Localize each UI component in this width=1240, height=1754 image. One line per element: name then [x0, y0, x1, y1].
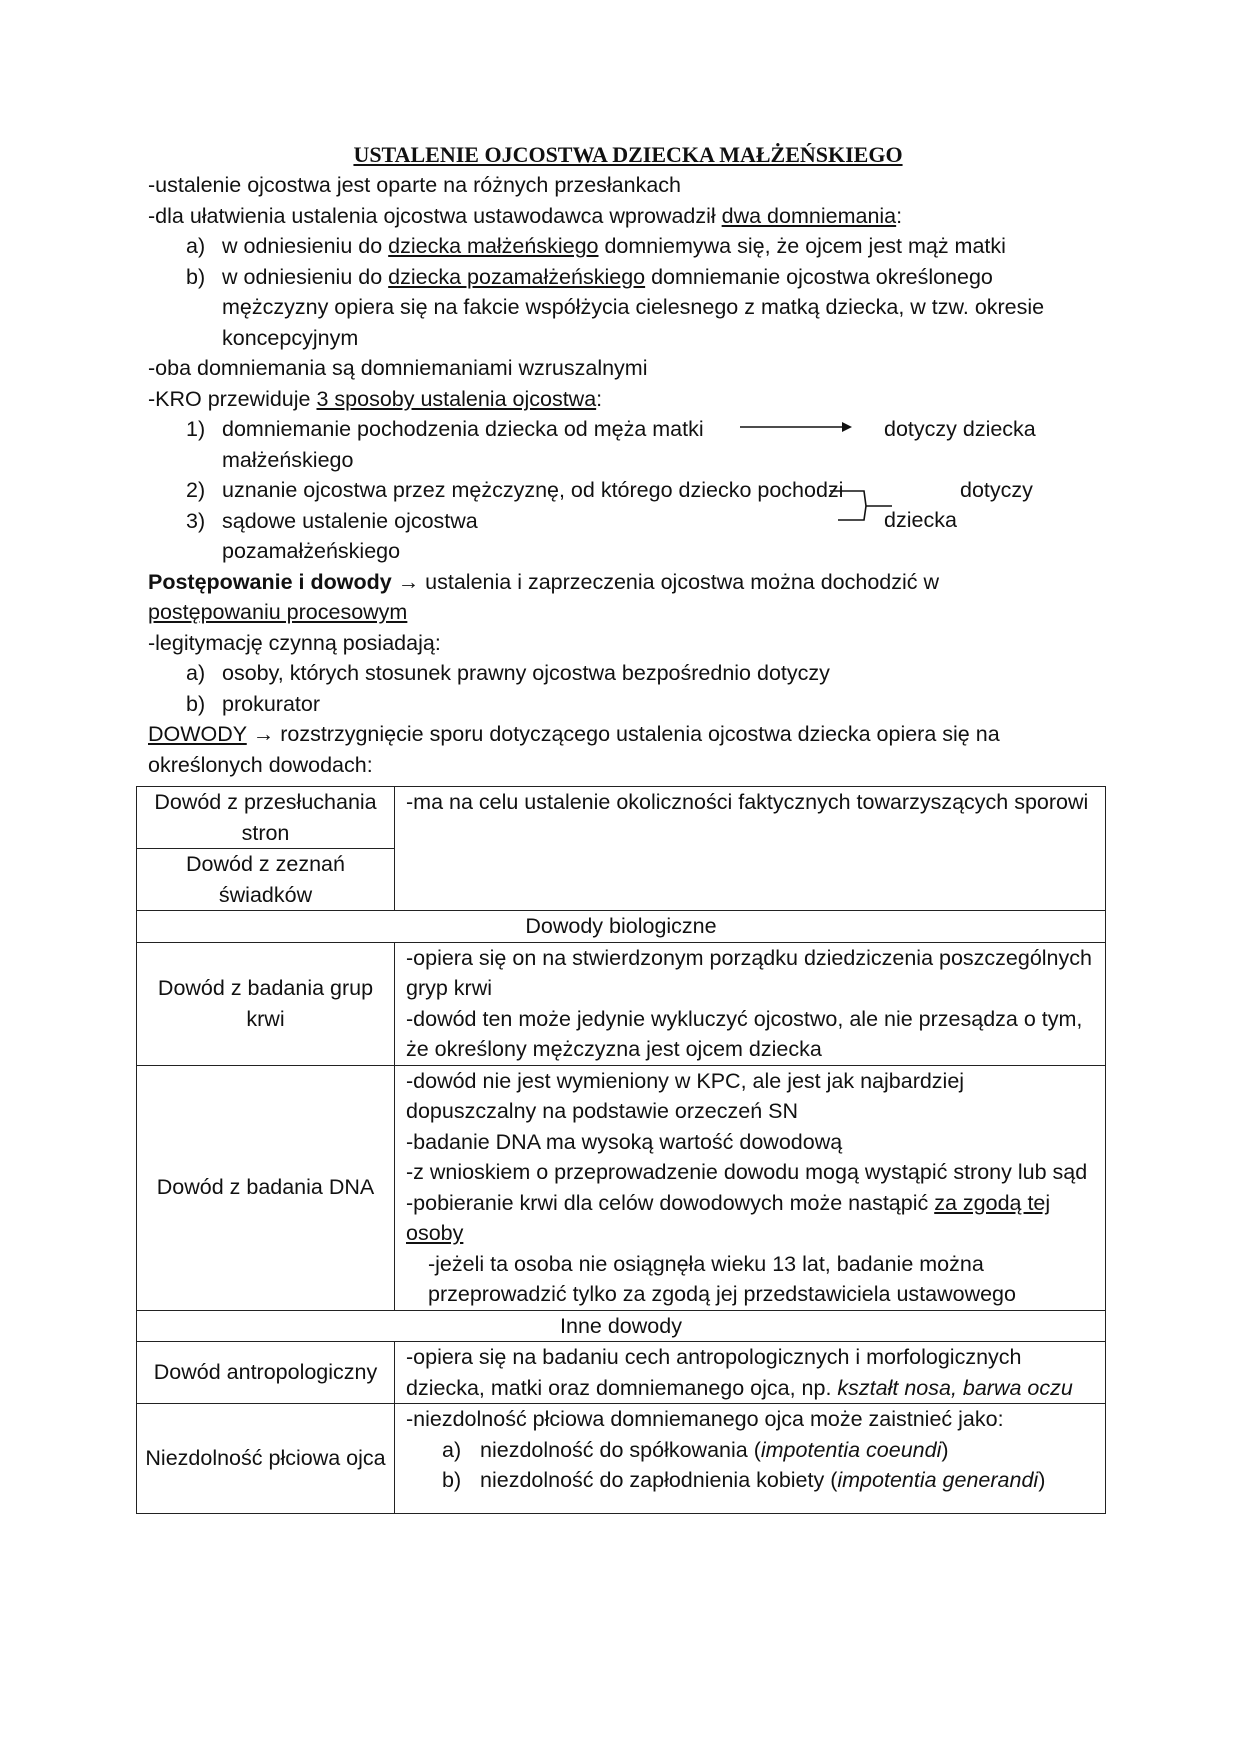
- bracket-icon: [830, 491, 892, 520]
- table-cell-label: Dowód antropologiczny: [137, 1342, 395, 1404]
- note-marital: dotyczy dziecka: [884, 417, 1036, 441]
- anthro-text: -opiera się na badaniu cech antropologicznych i morfologicznych dziecka, matki oraz domniemanego ojca, np.: [406, 1345, 1022, 1400]
- standing-a-text: osoby, których stosunek prawny ojcostwa bezpośrednio dotyczy: [222, 661, 830, 685]
- procedure-text: ustalenia i zaprzeczenia ojcostwa można dochodzić w: [419, 569, 940, 594]
- list-marker: b): [186, 264, 206, 289]
- dna-consent: [406, 1188, 1095, 1249]
- arrow-right-icon: →: [397, 569, 420, 594]
- list-marker: b): [186, 691, 206, 716]
- table-cell-text: [395, 942, 1106, 1065]
- list-marker: b): [442, 1468, 462, 1492]
- intro-line-2: [148, 201, 1108, 232]
- standing-b-text: prokurator: [222, 691, 320, 716]
- dna-text-2: -badanie DNA ma wysoką wartość dowodową: [406, 1129, 843, 1154]
- procedure-term: postępowaniu procesowym: [148, 600, 408, 624]
- method-3-cont: pozamałżeńskiego: [222, 539, 401, 563]
- procedure-heading: Postępowanie i dowody: [148, 569, 392, 594]
- evidence-intro-text: rozstrzygnięcie sporu dotyczącego ustalenia ojcostwa dziecka opiera się na: [274, 722, 1000, 746]
- dna-text-3: -z wnioskiem o przeprowadzenie dowodu mogą wystąpić strony lub sąd: [406, 1160, 1088, 1184]
- arrow-annotations: [148, 414, 1108, 544]
- standing-b: [148, 689, 1108, 720]
- list-marker: 1): [186, 417, 206, 441]
- list-marker: a): [186, 234, 206, 258]
- table-row: [137, 1065, 1106, 1310]
- intro-line-1: -ustalenie ojcostwa jest oparte na różnych przesłankach: [148, 173, 682, 197]
- table-cell-text: [395, 1065, 1106, 1310]
- table-row: [137, 1342, 1106, 1404]
- evidence-intro: [148, 719, 1108, 750]
- table-cell-text: [395, 1342, 1106, 1404]
- table-cell-text: [395, 1404, 1106, 1514]
- impot-a-term: impotentia coeundi: [760, 1437, 942, 1462]
- blood-text-1: -opiera się on na stwierdzonym porządku dziedziczenia poszczególnych gryp krwi: [406, 945, 1092, 1000]
- list-item: [406, 1465, 1095, 1496]
- table-cell-label: Dowód z badania grup krwi: [137, 942, 395, 1065]
- presumption-a: [148, 231, 1108, 262]
- table-cell-label: Dowód z badania DNA: [137, 1065, 395, 1310]
- kro-methods-intro: [148, 384, 1108, 415]
- document-body: [148, 140, 1108, 780]
- method-2-text: uznanie ojcostwa przez mężczyznę, od którego dziecko pochodzi: [222, 478, 844, 502]
- rebuttable-note: -oba domniemania są domniemaniami wzruszalnymi: [148, 356, 648, 380]
- table-cell-label: Dowód z zeznań świadków: [137, 849, 395, 911]
- method-1-text: domniemanie pochodzenia dziecka od męża matki: [222, 417, 704, 441]
- list-marker: 2): [186, 478, 206, 502]
- impot-intro: -niezdolność płciowa domniemanego ojca może zaistnieć jako:: [406, 1407, 1004, 1431]
- impot-a-post: ): [941, 1437, 949, 1462]
- impot-a-pre: niezdolność do spółkowania (: [480, 1437, 761, 1462]
- list-marker: 3): [186, 508, 206, 533]
- impot-b-term: impotentia generandi: [837, 1468, 1039, 1492]
- table-cell-label: Niezdolność płciowa ojca: [137, 1404, 395, 1514]
- list-item: [406, 1435, 1095, 1466]
- intro-text: -dla ułatwienia ustalenia ojcostwa ustawodawca wprowadził: [148, 203, 722, 228]
- table-row: [137, 1404, 1106, 1514]
- dna-text-1: -dowód nie jest wymieniony w KPC, ale jest jak najbardziej dopuszczalny na podstawie orzeczeń SN: [406, 1068, 965, 1123]
- impot-b-post: ): [1038, 1468, 1046, 1492]
- presumption-b-line2: mężczyzny opiera się na fakcie współżycia cielesnego z matką dziecka, w tzw. okresie: [222, 295, 1045, 319]
- table-row: [137, 911, 1106, 943]
- procedure-line: [148, 567, 1108, 598]
- list-marker: a): [442, 1437, 462, 1462]
- page-title: USTALENIE OJCOSTWA DZIECKA MAŁŻEŃSKIEGO: [353, 142, 903, 167]
- presumption-b-post: domniemanie ojcostwa określonego: [645, 264, 993, 289]
- table-cell-label: Dowód z przesłuchania stron: [137, 787, 395, 849]
- arrow-right-icon: →: [252, 722, 275, 746]
- methods-list: [148, 414, 1108, 567]
- section-header-other: Inne dowody: [137, 1310, 1106, 1342]
- table-cell-text: -ma na celu ustalenie okoliczności faktycznych towarzyszących sporowi: [395, 787, 1106, 911]
- evidence-table: [136, 786, 1106, 1514]
- presumption-b: [148, 262, 1108, 354]
- method-1-cont: małżeńskiego: [222, 447, 354, 472]
- anthro-example: kształt nosa, barwa oczu: [837, 1375, 1073, 1400]
- note-nonmarital-2: dziecka: [884, 508, 957, 532]
- table-row: [137, 1310, 1106, 1342]
- presumption-a-post: domniemywa się, że ojcem jest mąż matki: [598, 234, 1006, 258]
- two-presumptions-link: dwa domniemania: [721, 203, 897, 228]
- presumption-b-pre: w odniesieniu do: [222, 264, 389, 289]
- presumption-b-line3: koncepcyjnym: [222, 325, 359, 350]
- dna-consent-pre: -pobieranie krwi dla celów dowodowych może nastąpić: [406, 1190, 935, 1215]
- method-3-text: sądowe ustalenie ojcostwa: [222, 508, 478, 533]
- marital-child-term: dziecka małżeńskiego: [388, 234, 599, 258]
- impot-b-pre: niezdolność do zapłodnienia kobiety (: [480, 1468, 838, 1492]
- presumption-a-pre: w odniesieniu do: [222, 234, 389, 258]
- kro-post: :: [596, 386, 603, 411]
- three-methods-term: 3 sposoby ustalenia ojcostwa: [316, 386, 597, 411]
- standing-intro: -legitymację czynną posiadają:: [148, 630, 441, 655]
- kro-pre: -KRO przewiduje: [148, 386, 317, 411]
- table-row: [137, 942, 1106, 1065]
- arrow-icon: [740, 422, 852, 432]
- list-marker: a): [186, 661, 206, 685]
- note-nonmarital-1: dotyczy: [960, 478, 1033, 502]
- standing-a: [148, 658, 1108, 689]
- colon: :: [896, 203, 903, 228]
- blood-text-2: -dowód ten może jedynie wykluczyć ojcostwo, ale nie przesądza o tym, że określony mężczyzna jest ojcem dziecka: [406, 1006, 1083, 1061]
- table-row: [137, 787, 1106, 849]
- dna-minor-note: -jeżeli ta osoba nie osiągnęła wieku 13 lat, badanie można przeprowadzić tylko za zgodą jej przedstawiciela ustawowego: [428, 1251, 1016, 1306]
- consent-term: za zgodą tej osoby: [406, 1190, 1051, 1245]
- evidence-intro-line2: określonych dowodach:: [148, 752, 373, 777]
- nonmarital-child-term: dziecka pozamałżeńskiego: [388, 264, 646, 289]
- section-header-biological: Dowody biologiczne: [137, 911, 1106, 943]
- evidence-term: DOWODY: [148, 722, 247, 746]
